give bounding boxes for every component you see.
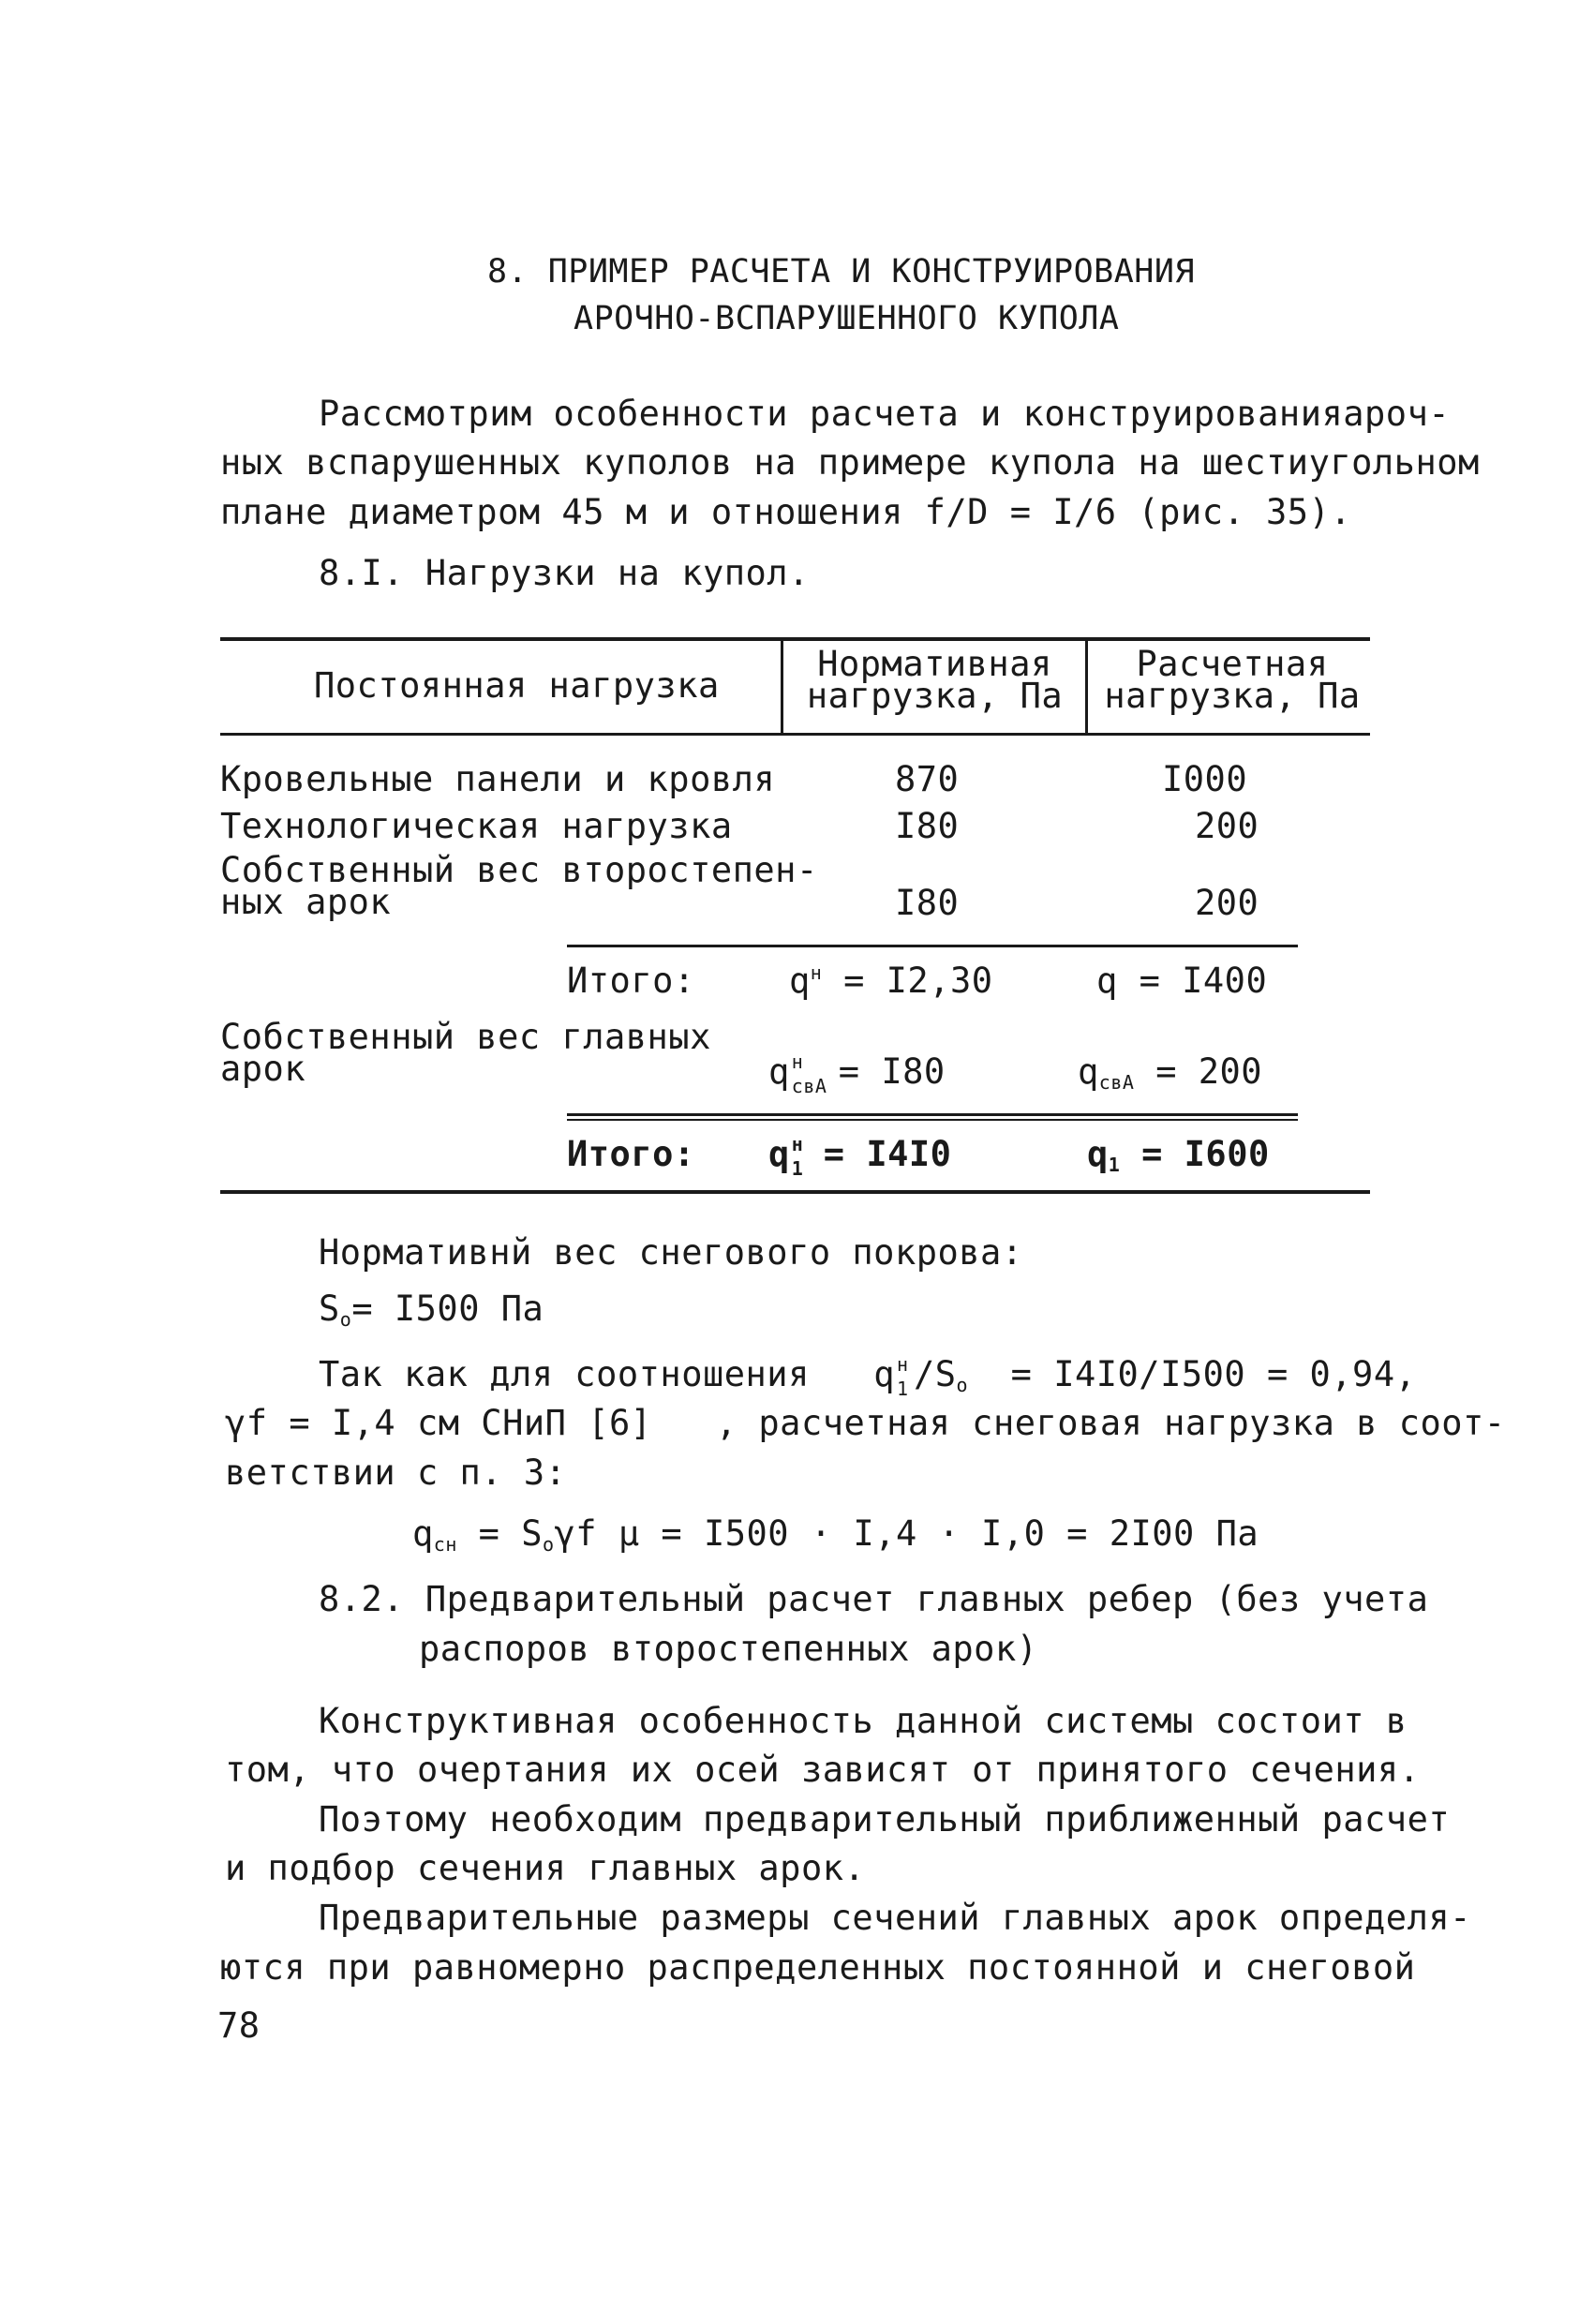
table-total2-label: Итого: — [567, 1134, 695, 1174]
table-total2-rule-b — [567, 1119, 1298, 1121]
subscript: 1 — [1108, 1154, 1121, 1176]
table-row-label — [220, 850, 818, 922]
main-arches-calc — [1078, 1051, 1262, 1092]
subscript: сн — [433, 1533, 457, 1556]
table-row-label-l1: Собственный вес второстепен- — [220, 850, 818, 890]
table-cell-norm: 870 — [895, 759, 960, 799]
table-subtotal-rule — [567, 945, 1298, 947]
page-number: 78 — [217, 2005, 261, 2046]
table-header-permanent-load: Постоянная нагрузка — [314, 665, 720, 706]
table-header-rule — [220, 733, 1370, 736]
table-total2-norm — [768, 1133, 952, 1180]
s-symbol: S — [319, 1289, 340, 1329]
value: = I80 — [838, 1051, 946, 1092]
table-header-design-l2: нагрузка, Па — [1104, 676, 1361, 716]
q-symbol: q — [768, 1134, 790, 1174]
subscript: o — [956, 1374, 969, 1396]
table-col-divider-1 — [781, 639, 783, 733]
table-row-label: Технологическая нагрузка — [220, 806, 733, 846]
intro-line1: Рассмотрим особенности расчета и конструированияароч- — [319, 394, 1451, 434]
main-arches-norm — [768, 1050, 946, 1097]
body-p2-l2: и подбор сечения главных арок. — [225, 1848, 866, 1888]
table-row-label-l2: ных арок — [220, 882, 392, 922]
subscript: 1 — [791, 1157, 804, 1180]
subscript: o — [339, 1308, 352, 1331]
table-total-norm — [789, 961, 993, 1001]
table-row-label: Кровельные панели и кровля — [220, 759, 776, 799]
snow-gamma-line — [225, 1403, 1506, 1443]
text: Так как для соотношения — [319, 1354, 810, 1394]
table-total-label: Итого: — [567, 961, 695, 1001]
body-p1-l1: Конструктивная особенность данной системы состоит в — [319, 1701, 1408, 1741]
value: γf μ = I500 · I,4 · I,0 = 2I00 Па — [554, 1513, 1259, 1554]
value: = I2,30 — [843, 961, 993, 1001]
q-symbol: q — [873, 1354, 895, 1394]
body-p3-l2: ются при равномерно распределенных постоянной и снеговой — [220, 1947, 1416, 1988]
value: = 200 — [1155, 1051, 1263, 1092]
table-bottom-rule — [220, 1190, 1370, 1194]
q-symbol: q — [768, 1051, 790, 1092]
body-p3-l1: Предварительные размеры сечений главных арок определя- — [319, 1898, 1471, 1938]
value: = I4I0/I500 = 0,94, — [1010, 1354, 1417, 1394]
value: = I500 Па — [351, 1289, 544, 1329]
table-header-design — [1092, 644, 1373, 716]
table-cell-norm: I80 — [895, 806, 960, 846]
table-cell-norm: I80 — [895, 883, 960, 923]
body-p1-l2: том, что очертания их осей зависят от принятого сечения. — [225, 1750, 1421, 1790]
intro-line3: плане диаметром 45 м и отношения f/D = I/6 (рис. 35). — [220, 492, 1352, 532]
gamma-text: γf = I,4 см СНиП [6] — [225, 1403, 652, 1443]
table-total-calc — [1096, 961, 1267, 1001]
subscript: свА — [1098, 1071, 1135, 1094]
section-heading-line1: 8. ПРИМЕР РАСЧЕТА И КОНСТРУИРОВАНИЯ — [487, 253, 1196, 290]
superscript: н — [791, 1050, 804, 1073]
value: = I600 — [1141, 1134, 1270, 1174]
table-header-design-l1: Расчетная — [1136, 644, 1329, 684]
value: = I4I0 — [823, 1134, 952, 1174]
q-symbol: q — [1087, 1134, 1109, 1174]
table-header-normative-l1: Нормативная — [817, 644, 1052, 684]
table-col-divider-2 — [1085, 639, 1088, 733]
table-total2-rule-a — [567, 1113, 1298, 1116]
body-p2-l1: Поэтому необходим предварительный приближенный расчет — [319, 1799, 1451, 1840]
intro-line2: ных вспарушенных куполов на примере купола на шестиугольном — [220, 442, 1480, 483]
q-symbol: q — [1096, 961, 1118, 1001]
q-symbol: q — [789, 961, 811, 1001]
snow-formula — [412, 1513, 1259, 1554]
value: = I400 — [1139, 961, 1268, 1001]
table-row-main-arches — [220, 1017, 711, 1089]
s-symbol: = S — [478, 1513, 543, 1554]
subsection-8-2-line2: распоров второстепенных арок) — [419, 1629, 1038, 1669]
snow-ratio-line — [319, 1353, 1417, 1400]
snow-heading: Нормативнй вес снегового покрова: — [319, 1232, 1023, 1273]
main-arches-label-l1: Собственный вес главных — [220, 1017, 711, 1057]
table-cell-calc: 200 — [1195, 806, 1259, 846]
subscript: o — [542, 1533, 555, 1556]
section-heading-line2: АРОЧНО-ВСПАРУШЕННОГО КУПОЛА — [574, 300, 1120, 337]
snow-s0 — [319, 1289, 544, 1329]
slash-s: /S — [913, 1354, 957, 1394]
q-symbol: q — [412, 1513, 434, 1554]
superscript: н — [896, 1353, 909, 1376]
subscript: 1 — [896, 1378, 909, 1400]
text: , расчетная снеговая нагрузка в соот- — [715, 1403, 1506, 1443]
table-total2-calc — [1087, 1134, 1270, 1174]
q-symbol: q — [1078, 1051, 1099, 1092]
subsection-8-1: 8.I. Нагрузки на купол. — [319, 553, 810, 593]
superscript: н — [810, 961, 823, 984]
table-cell-calc: I000 — [1162, 759, 1248, 799]
subsection-8-2-line1: 8.2. Предварительный расчет главных ребер (без учета — [319, 1579, 1429, 1619]
table-header-normative-l2: нагрузка, Па — [806, 676, 1064, 716]
table-header-normative — [787, 644, 1082, 716]
table-cell-calc: 200 — [1195, 883, 1259, 923]
superscript: н — [791, 1133, 804, 1155]
main-arches-label-l2: арок — [220, 1049, 306, 1089]
table-top-rule — [220, 637, 1370, 641]
snow-line3: ветствии с п. 3: — [225, 1452, 567, 1493]
subscript: свА — [791, 1075, 827, 1097]
